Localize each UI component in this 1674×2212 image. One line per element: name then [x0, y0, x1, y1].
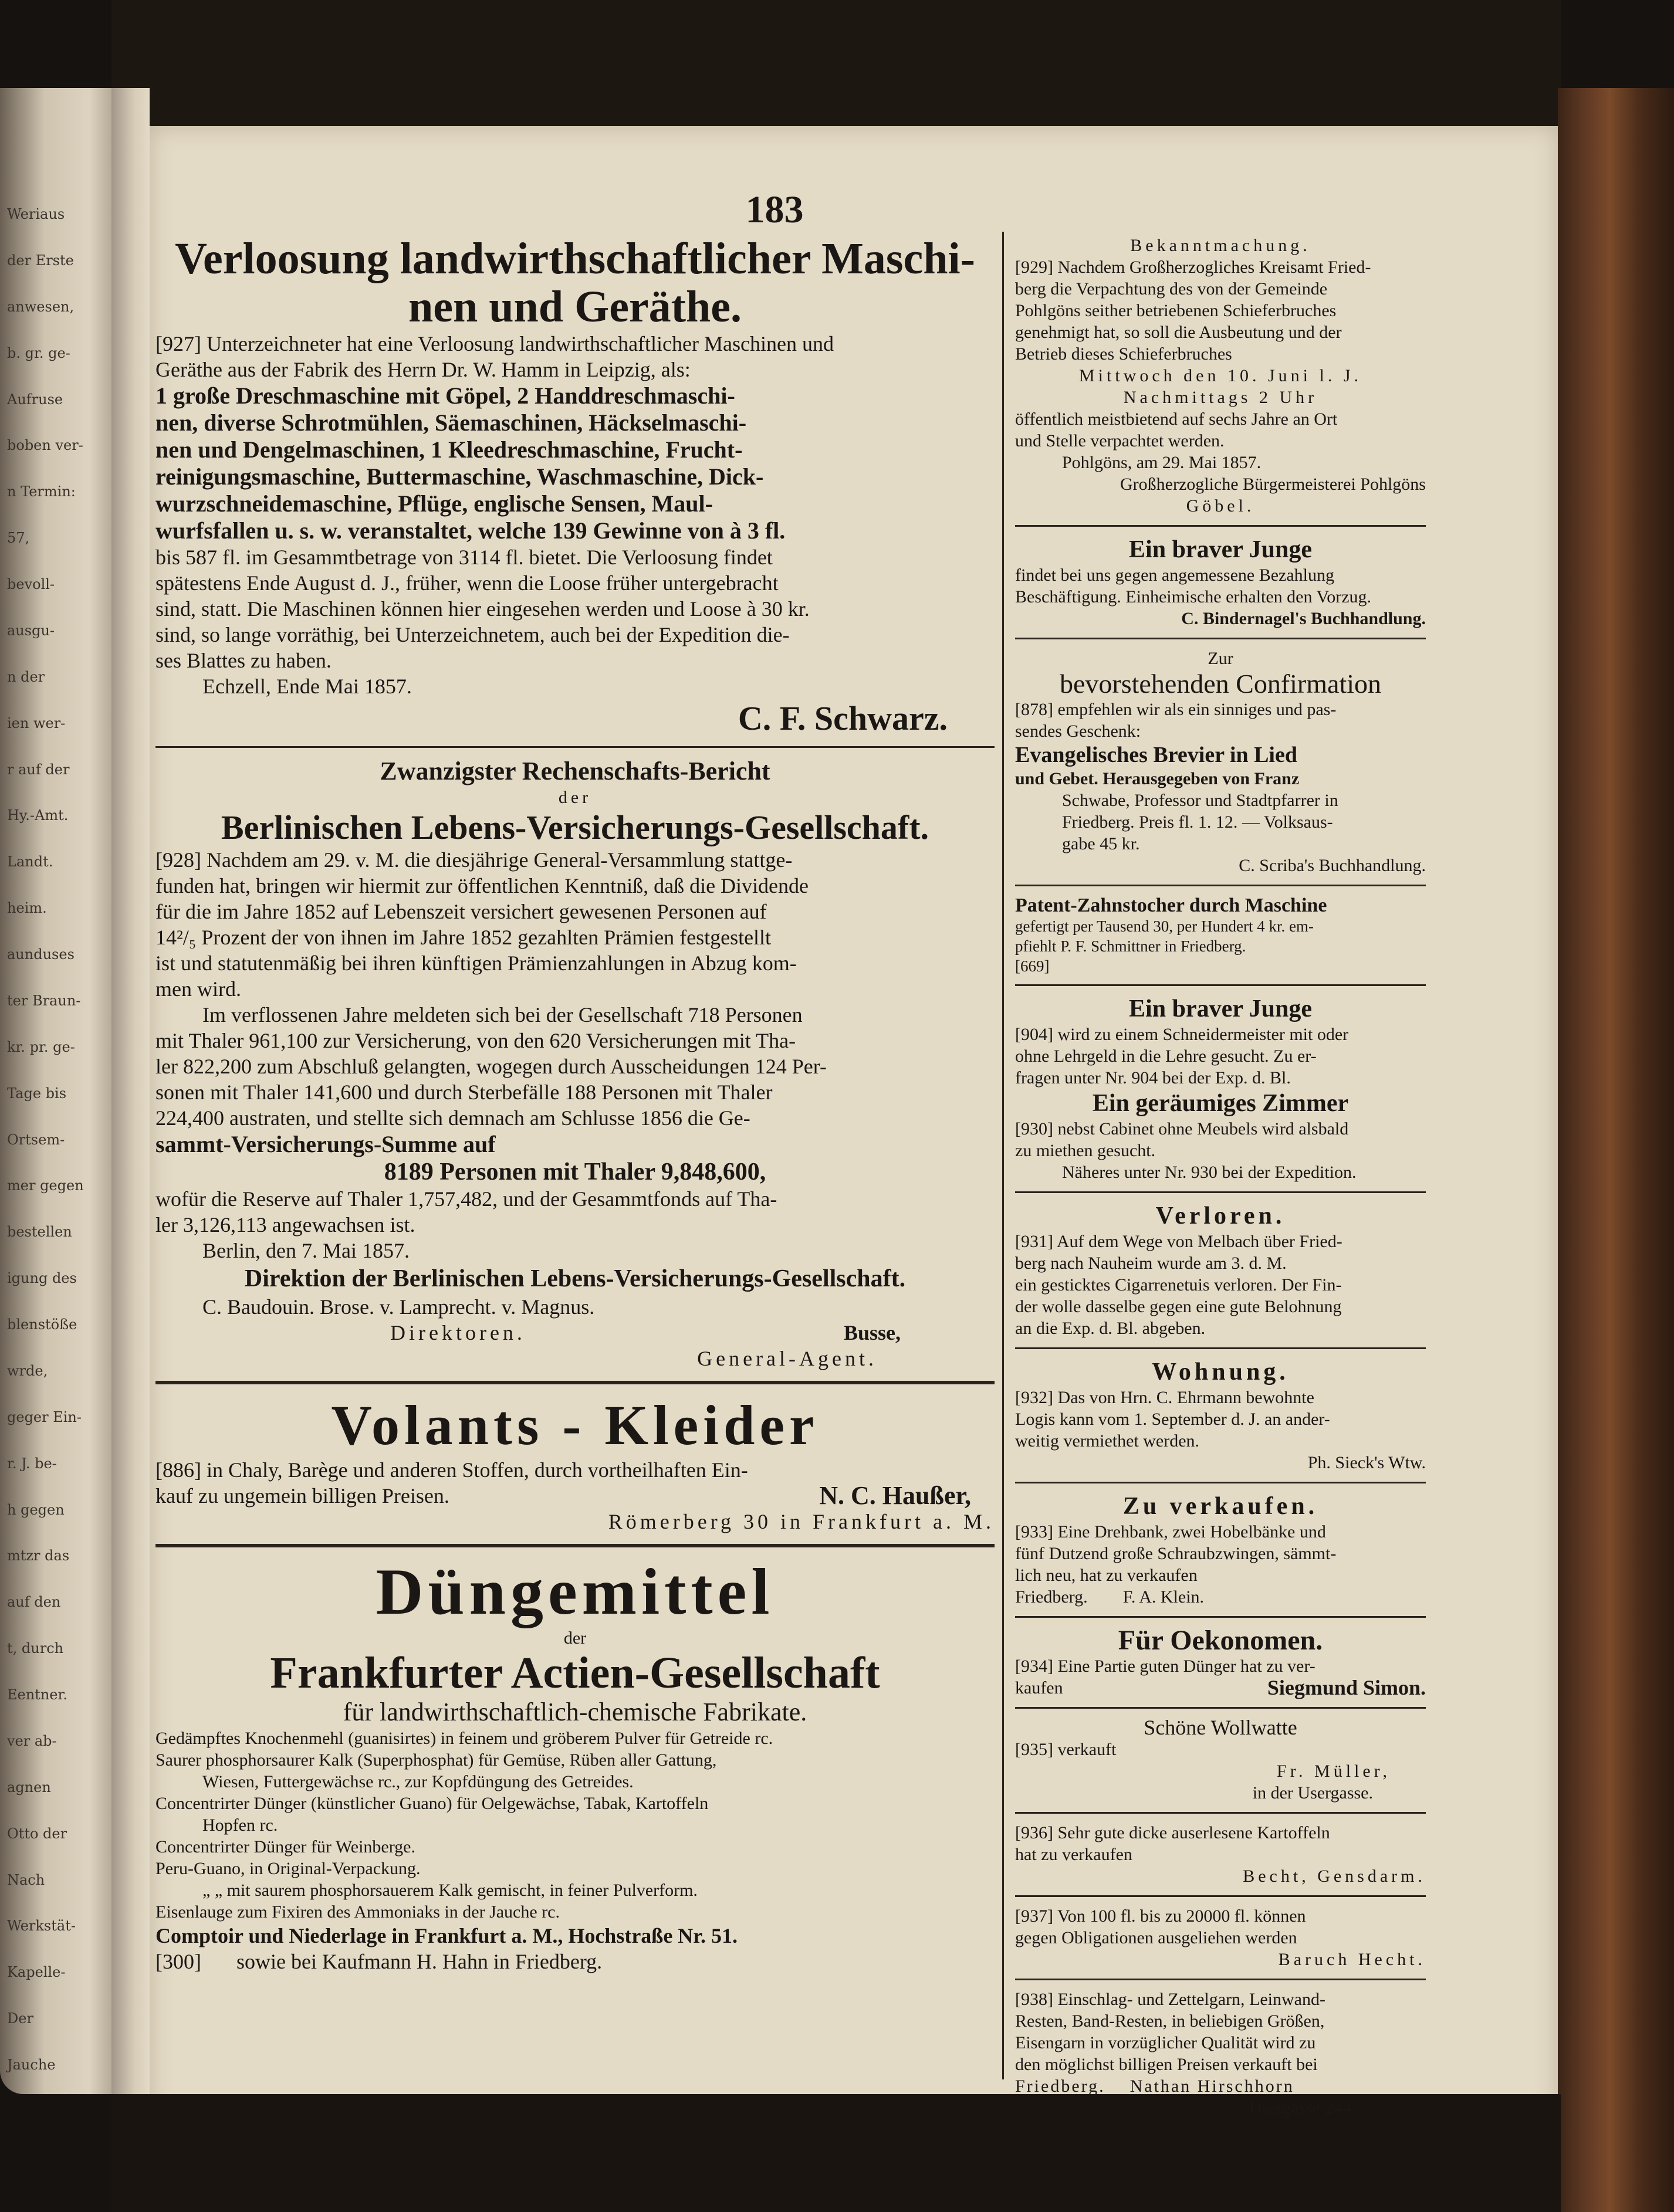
ad-935-line: in der Usergasse. [1252, 1783, 1373, 1803]
ad-931-line: berg nach Nauheim wurde am 3. d. M. [1015, 1254, 1287, 1273]
left-column [155, 235, 995, 1974]
ad-300-comptoir: Comptoir und Niederlage in Frankfurt a. M., Hochstraße Nr. 51. [155, 1924, 738, 1947]
ad-886-line-row [155, 1483, 995, 1509]
divider [1015, 1191, 1426, 1193]
ad-929 [1015, 256, 1426, 517]
ad-928-direction: Direktion der Berlinischen Lebens-Versicherungs-Gesellschaft. [244, 1265, 906, 1292]
left-margin-fragment: mer gegen [7, 1177, 84, 1194]
ad-927-bold-line: 1 große Dreschmaschine mit Göpel, 2 Handdreschmaschi- [155, 382, 735, 409]
ad-927-line: spätestens Ende August d. J., früher, wenn die Loose früher untergebracht [155, 571, 779, 595]
ad-928-place-date: Berlin, den 7. Mai 1857. [202, 1239, 410, 1262]
ad-929-line: Pohlgöns seither betriebenen Schieferbruches [1015, 301, 1337, 320]
ad-936-line: hat zu verkaufen [1015, 1845, 1132, 1864]
junge1-line: Beschäftigung. Einheimische erhalten den Vorzug. [1015, 587, 1372, 607]
ad-878-line: C. Scriba's Buchhandlung. [1239, 856, 1426, 875]
ad-929-line: Göbel. [1186, 496, 1255, 516]
ad-937-line: gegen Obligationen ausgeliehen werden [1015, 1928, 1297, 1947]
ad-928-busse: Busse, [843, 1321, 901, 1344]
divider [1015, 1707, 1426, 1709]
divider [1015, 1812, 1426, 1814]
ad-929-line: berg die Verpachtung des von der Gemeinde [1015, 279, 1328, 299]
wohnung-title: Wohnung. [1152, 1359, 1289, 1386]
ad-904-line: [904] wird zu einem Schneidermeister mit oder [1015, 1025, 1349, 1044]
left-margin-fragment: Nach [7, 1871, 45, 1888]
ad-932-line: [932] Das von Hrn. C. Ehrmann bewohnte [1015, 1388, 1314, 1407]
wollwatte-title: Schöne Wollwatte [1144, 1717, 1297, 1739]
ad-300-title-3: für landwirthschaftlich-chemische Fabrikate. [343, 1698, 807, 1726]
left-margin-fragment: n der [7, 668, 45, 685]
divider [1015, 1616, 1426, 1618]
ad-938-line: Eisengarn in vorzüglicher Qualität wird zu [1015, 2033, 1316, 2052]
ad-932-line: weitig vermiethet werden. [1015, 1431, 1200, 1451]
left-margin-fragment: Kapelle- [7, 1964, 66, 1981]
left-margin-fragment: ien wer- [7, 714, 66, 731]
ad-886-address: Römerberg 30 in Frankfurt a. M. [608, 1510, 995, 1533]
ad-931-line: [931] Auf dem Wege von Melbach über Fried- [1015, 1232, 1342, 1251]
left-margin-fragment: ter Braun- [7, 992, 81, 1009]
divider [1015, 885, 1426, 886]
ad-928-line: Im verflossenen Jahre meldeten sich bei der Gesellschaft 718 Personen [202, 1003, 803, 1027]
ad-928 [155, 756, 995, 1371]
ad-886-firm: N. C. Haußer, [819, 1483, 971, 1509]
ad-928-title-1: Zwanzigster Rechenschafts-Bericht [380, 757, 770, 785]
left-margin-fragment: Otto der [7, 1825, 67, 1842]
conf-zur: Zur [1208, 649, 1233, 668]
left-margin-fragment: geger Ein- [7, 1408, 82, 1425]
ad-927-place-date: Echzell, Ende Mai 1857. [202, 675, 412, 698]
patent-line: pfiehlt P. F. Schmittner in Friedberg. [1015, 937, 1246, 955]
ad-937-line: Baruch Hecht. [1278, 1950, 1426, 1969]
ad-929-line: Pohlgöns, am 29. Mai 1857. [1062, 453, 1262, 472]
left-margin-fragment: Tage bis [7, 1085, 67, 1102]
ad-929-line: öffentlich meistbietend auf sechs Jahre an Ort [1015, 409, 1338, 429]
ad-878-line: gabe 45 kr. [1062, 834, 1140, 853]
ad-935-line: Fr. Müller, [1277, 1762, 1391, 1781]
patent-line: [669] [1015, 957, 1050, 975]
left-margin-fragment: igung des [7, 1270, 77, 1287]
ad-886-title: Volants - Kleider [331, 1394, 819, 1456]
ad-927-line: sind, so lange vorräthig, bei Unterzeichnetem, auch bei der Expedition die- [155, 623, 790, 646]
ad-929-line: Großherzogliche Bürgermeisterei Pohlgöns [1120, 475, 1426, 494]
left-margin-fragment: ver ab- [7, 1732, 57, 1749]
left-margin-fragment: anwesen, [7, 298, 75, 315]
left-margin-fragment: n Termin: [7, 483, 76, 500]
left-margin-fragment: bestellen [7, 1224, 72, 1241]
column-divider [1002, 232, 1004, 2079]
ad-938-line: den möglichst billigen Preisen verkauft bei [1015, 2055, 1318, 2074]
left-margin-fragment: Ortsem- [7, 1131, 65, 1148]
left-margin-fragment: r auf der [7, 761, 70, 778]
verloren-title: Verloren. [1155, 1202, 1286, 1229]
left-margin-fragment: auf den [7, 1594, 61, 1611]
ad-933-line: [933] Eine Drehbank, zwei Hobelbänke und [1015, 1522, 1326, 1542]
ad-930-line: [930] nebst Cabinet ohne Meubels wird alsbald [1015, 1119, 1349, 1139]
ad-300 [155, 1557, 995, 1974]
ad-928-bold-line: sammt-Versicherungs-Summe auf [155, 1131, 496, 1157]
ad-937-line: [937] Von 100 fl. bis zu 20000 fl. können [1015, 1906, 1306, 1926]
ad-928-line: wofür die Reserve auf Thaler 1,757,482, und der Gesammtfonds auf Tha- [155, 1187, 777, 1211]
ad-929-line: genehmigt hat, so soll die Ausbeutung und der [1015, 323, 1342, 342]
ad-904-line: ohne Lehrgeld in die Lehre gesucht. Zu er- [1015, 1046, 1317, 1066]
ad-928-line: ler 822,200 zum Abschluß gelangten, wogegen durch Ausscheidungen 124 Per- [155, 1055, 827, 1078]
left-margin-fragment: aunduses [7, 946, 75, 963]
ad-927-bold-line: reinigungsmaschine, Buttermaschine, Waschmaschine, Dick- [155, 463, 764, 490]
left-margin-fragment: 57, [7, 530, 30, 547]
divider [1015, 1895, 1426, 1897]
left-margin-fragment: wrde, [7, 1362, 48, 1379]
brevier-line: und Gebet. Herausgegeben von Franz [1015, 769, 1300, 788]
ad-928-line: mit Thaler 961,100 zur Versicherung, von den 620 Versicherungen mit Tha- [155, 1029, 796, 1052]
left-margin-fragment: agnen [7, 1779, 51, 1796]
ad-927-bold-line: nen, diverse Schrotmühlen, Säemaschinen, Häckselmaschi- [155, 409, 747, 436]
left-margin-fragment: der Erste [7, 252, 74, 269]
divider [1015, 1979, 1426, 1980]
junge1-title: Ein braver Junge [1129, 536, 1312, 563]
book-gutter [111, 88, 150, 2094]
left-margin-fragment: Werkstät- [7, 1918, 76, 1935]
ad-934-line: kaufen [1015, 1678, 1063, 1698]
ad-929-line: Betrieb dieses Schieferbruches [1015, 344, 1232, 364]
left-margin-fragment: Hy.-Amt. [7, 807, 69, 824]
ad-886 [155, 1394, 995, 1534]
ad-300-line: Eisenlauge zum Fixiren des Ammoniaks in der Jauche rc. [155, 1902, 560, 1922]
ad-938-line: Resten, Band-Resten, in beliebigen Größen, [1015, 2011, 1325, 2031]
ad-935-line: [935] verkauft [1015, 1740, 1117, 1759]
left-margin-fragment: Eentner. [7, 1686, 67, 1703]
ad-927 [155, 235, 995, 738]
ad-927-line: Geräthe aus der Fabrik des Herrn Dr. W. Hamm in Leipzig, als: [155, 358, 691, 381]
ad-929-line: und Stelle verpachtet werden. [1015, 431, 1225, 450]
left-page-edge [0, 88, 111, 2094]
ad-300-line: Concentrirter Dünger (künstlicher Guano) für Oelgewächse, Tabak, Kartoffeln [155, 1794, 709, 1813]
ad-931-line: an die Exp. d. Bl. abgeben. [1015, 1319, 1206, 1338]
ad-927-line: sind, statt. Die Maschinen können hier eingesehen werden und Loose à 30 kr. [155, 597, 810, 621]
ad-938-line: Usergasse 244. [1249, 2098, 1355, 2118]
ad-300-line: Hopfen rc. [202, 1815, 278, 1835]
ad-878-line: Schwabe, Professor und Stadtpfarrer in [1062, 791, 1338, 810]
zimmer-title: Ein geräumiges Zimmer [1092, 1090, 1349, 1117]
conf-title: bevorstehenden Confirmation [1059, 669, 1382, 699]
left-margin-fragment: h gegen [7, 1501, 65, 1518]
ad-928-line: ist und statutenmäßig bei ihren künftigen Prämienzahlungen in Abzug kom- [155, 951, 797, 975]
left-margin-fragment: Landt. [7, 853, 53, 870]
left-margin-fragment: mtzr das [7, 1547, 70, 1564]
left-margin-fragment: bevoll- [7, 576, 55, 593]
ad-300-line: „ „ mit saurem phosphorsauerem Kalk gemischt, in feiner Pulverform. [202, 1881, 698, 1900]
ad-934-signature: Siegmund Simon. [1267, 1677, 1426, 1699]
ad-936-line: Becht, Gensdarm. [1243, 1867, 1426, 1886]
ad-929-line: Mittwoch den 10. Juni l. J. [1079, 366, 1362, 385]
ad-300-title-2: Frankfurter Actien-Gesellschaft [270, 1648, 880, 1698]
ad-878-line: sendes Geschenk: [1015, 721, 1141, 741]
ad-928-line: für die im Jahre 1852 auf Lebenszeit versichert gewesenen Personen auf [155, 900, 767, 923]
left-margin-fragment: Der [7, 2010, 33, 2027]
ad-928-title-2: Berlinischen Lebens-Versicherungs-Gesellschaft. [221, 808, 929, 846]
ad-928-directors-row [155, 1320, 995, 1346]
junge1-line: C. Bindernagel's Buchhandlung. [1181, 609, 1426, 628]
ad-932-line: Logis kann vom 1. September d. J. an ander- [1015, 1410, 1330, 1429]
ad-938-line: [938] Einschlag- und Zettelgarn, Leinwand- [1015, 1990, 1325, 2009]
ad-928-line: men wird. [155, 977, 241, 1001]
ad-927-line: [927] Unterzeichneter hat eine Verloosung landwirthschaftlicher Maschinen und [155, 332, 834, 355]
ad-300-title: Düngemittel [376, 1556, 775, 1628]
divider [1015, 984, 1426, 986]
ad-300-line: Peru-Guano, in Original-Verpackung. [155, 1859, 421, 1878]
ad-878-line: [878] empfehlen wir als ein sinniges und pas- [1015, 700, 1337, 719]
ad-928-directors: Direktoren. [390, 1321, 526, 1344]
junge1-line: findet bei uns gegen angemessene Bezahlung [1015, 565, 1334, 585]
ad-933-line: Friedberg. F. A. Klein. [1015, 1587, 1205, 1607]
ad-927-signature: C. F. Schwarz. [738, 699, 948, 737]
ad-934-line: [934] Eine Partie guten Dünger hat zu ver- [1015, 1657, 1315, 1676]
left-margin-fragment: r. J. be- [7, 1455, 57, 1472]
ad-930-line: Näheres unter Nr. 930 bei der Expedition. [1062, 1163, 1357, 1182]
left-margin-fragment: blenstöße [7, 1316, 77, 1333]
left-margin-fragment: kr. pr. ge- [7, 1038, 75, 1055]
ad-928-line: funden hat, bringen wir hiermit zur öffentlichen Kenntniß, daß die Dividende [155, 874, 809, 897]
ad-927-title-2: nen und Geräthe. [408, 282, 742, 331]
oekon-title: Für Oekonomen. [1118, 1625, 1323, 1656]
ad-300-line: Saurer phosphorsaurer Kalk (Superphosphat) für Gemüse, Rüben aller Gattung, [155, 1750, 717, 1770]
divider [155, 1544, 995, 1547]
ad-934-row [1015, 1677, 1426, 1699]
ad-929-line: [929] Nachdem Großherzogliches Kreisamt Fried- [1015, 258, 1371, 277]
ad-927-line: ses Blattes zu haben. [155, 649, 332, 672]
patent-line: gefertigt per Tausend 30, per Hundert 4 kr. em- [1015, 917, 1314, 935]
left-margin-fragment: Weriaus [7, 206, 65, 222]
ad-886-line: kauf zu ungemein billigen Preisen. [155, 1484, 449, 1508]
ad-936-line: [936] Sehr gute dicke auserlesene Kartoffeln [1015, 1823, 1330, 1842]
ad-886-line: [886] in Chaly, Barège und anderen Stoffen, durch vortheilhaften Ein- [155, 1458, 748, 1482]
ad-300-last: sowie bei Kaufmann H. Hahn in Friedberg. [236, 1950, 603, 1973]
left-margin-fragment: b. gr. ge- [7, 344, 70, 361]
ad-928-names: C. Baudouin. Brose. v. Lamprecht. v. Magnus. [202, 1295, 595, 1319]
ad-932-line: Ph. Sieck's Wtw. [1307, 1453, 1426, 1472]
ad-300-last-row [155, 1949, 995, 1974]
divider [1015, 525, 1426, 527]
ad-878-line: Friedberg. Preis fl. 1. 12. — Volksaus- [1062, 812, 1333, 832]
book-binding [1558, 88, 1674, 2212]
ad-930-line: zu miethen gesucht. [1015, 1141, 1156, 1160]
ad-931-line: ein gesticktes Cigarrenetuis verloren. Der Fin- [1015, 1275, 1342, 1295]
ad-300-number: [300] [155, 1950, 201, 1973]
left-margin-fragment: Aufruse [7, 391, 63, 408]
brevier-line: Evangelisches Brevier in Lied [1015, 743, 1297, 767]
ad-933-line: lich neu, hat zu verkaufen [1015, 1566, 1198, 1585]
ad-928-line: [928] Nachdem am 29. v. M. die diesjährige General-Versammlung stattge- [155, 848, 793, 872]
page-number: 183 [745, 188, 804, 231]
bekanntmachung-title: Bekanntmachung. [1130, 236, 1311, 255]
verkaufen-title: Zu verkaufen. [1122, 1493, 1318, 1520]
ad-928-agent: General-Agent. [697, 1347, 877, 1370]
ad-928-bold-total: 8189 Personen mit Thaler 9,848,600, [384, 1158, 766, 1185]
divider [155, 1381, 995, 1384]
ad-904-line: fragen unter Nr. 904 bei der Exp. d. Bl. [1015, 1068, 1291, 1088]
ad-931-line: der wolle dasselbe gegen eine gute Belohnung [1015, 1297, 1342, 1316]
right-column [1015, 235, 1426, 2119]
divider [155, 746, 995, 748]
left-margin-fragment: Jauche [7, 2057, 56, 2074]
ad-927-bold-line: wurfsfallen u. s. w. veranstaltet, welche 139 Gewinne von à 3 fl. [155, 517, 786, 544]
left-margin-fragment: t, durch [7, 1640, 64, 1657]
ad-928-title-der: der [558, 788, 592, 807]
divider [1015, 638, 1426, 639]
ad-938-line: Friedberg. Nathan Hirschhorn [1015, 2076, 1294, 2096]
ad-300-der: der [563, 1628, 587, 1648]
divider [1015, 1482, 1426, 1483]
top-shadow [111, 0, 1561, 126]
ad-929-line: Nachmittags 2 Uhr [1123, 388, 1318, 407]
ad-928-line: ler 3,126,113 angewachsen ist. [155, 1213, 415, 1237]
junge2-title: Ein braver Junge [1129, 995, 1312, 1022]
ad-300-line: Concentrirter Dünger für Weinberge. [155, 1837, 415, 1857]
ad-928-line: sonen mit Thaler 141,600 und durch Sterbefälle 188 Personen mit Thaler [155, 1080, 773, 1104]
divider [1015, 1347, 1426, 1349]
ad-933-line: fünf Dutzend große Schraubzwingen, sämmt- [1015, 1544, 1337, 1563]
ad-300-line: Wiesen, Futtergewächse rc., zur Kopfdüngung des Getreides. [202, 1772, 634, 1791]
ad-927-bold-line: nen und Dengelmaschinen, 1 Kleedreschmaschine, Frucht- [155, 436, 743, 463]
ad-927-title-1: Verloosung landwirthschaftlicher Maschi- [175, 234, 975, 283]
ad-927-bold-line: wurzschneidemaschine, Pflüge, englische Sensen, Maul- [155, 490, 713, 517]
ad-300-line: Gedämpftes Knochenmehl (guanisirtes) in feinem und gröberem Pulver für Getreide rc. [155, 1729, 773, 1748]
left-margin-fragment: boben ver- [7, 437, 83, 454]
left-margin-fragment: heim. [7, 900, 47, 917]
patent-line: Patent-Zahnstocher durch Maschine [1015, 895, 1327, 916]
ad-928-line: 224,400 austraten, und stellte sich demnach am Schlusse 1856 die Ge- [155, 1106, 750, 1130]
ad-927-line: bis 587 fl. im Gesammtbetrage von 3114 fl. bietet. Die Verloosung findet [155, 546, 773, 569]
left-margin-fragment: ausgu- [7, 622, 55, 639]
ad-928-line: 14²/₅ Prozent der von ihnen im Jahre 1852 gezahlten Prämien festgestellt [155, 926, 772, 949]
